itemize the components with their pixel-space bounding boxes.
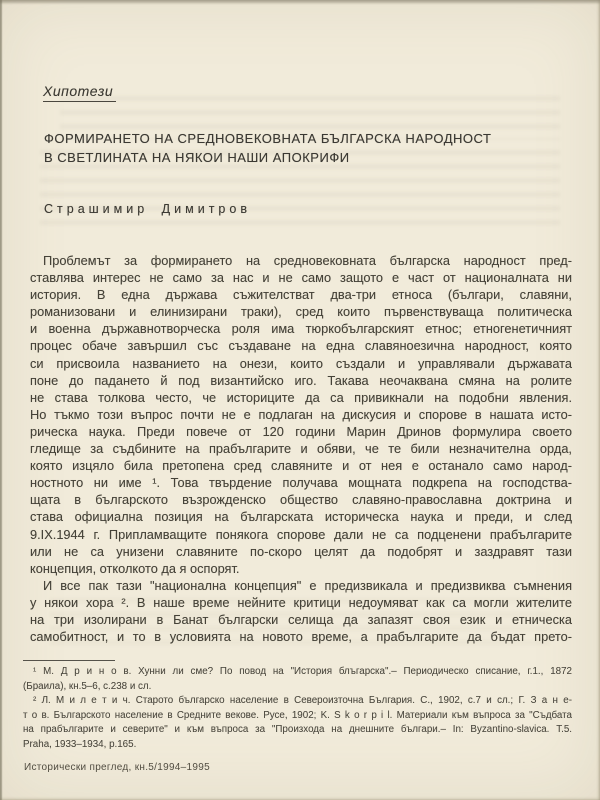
journal-footer: Исторически преглед, кн.5/1994–1995 — [24, 762, 210, 773]
text-line: не става толкова често, че историците да са привикнали на подобни явления. — [30, 389, 572, 405]
text-line: И все пак тази "национална концепция" е предизвикала и предизвиква съмнения — [43, 577, 572, 593]
text-line: ностното ни име ¹. Това твърдение получава мощната подкрепа на господства- — [30, 475, 572, 491]
text-line: (Браила), кн.5–6, с.238 и сл. — [23, 680, 152, 692]
text-line: концепция, отколкото да я оспорят. — [30, 560, 240, 576]
article-title — [44, 130, 574, 167]
author-name: Страшимир Димитров — [44, 202, 251, 216]
text-line: ² Л. М и л е т и ч. Старото българско население в Североизточна България. С., 1902, с.7 и сл.; Г. З а н е- — [33, 695, 572, 707]
text-line: която изцяло била претопена сред славяните и от нея е останало само народ- — [30, 458, 572, 474]
text-line: Проблемът за формирането на средновековната българска народност пред- — [43, 253, 572, 268]
text-line: т о в. Българското население в Средните векове. Русе, 1902; K. S k o r p i l. Материали към въпроса за "Съдбата — [23, 709, 572, 721]
text-line: ¹ М. Д р и н о в. Хунни ли сме? По повод на "История блъгарска".– Периодическо списание, г.1., 1872 — [33, 666, 572, 677]
text-line: романизовани и елинизирани траки), сред които първенствуваща политическа — [30, 304, 572, 320]
text-line: история. В една държава съжителстват два-три етноса (българи, славяни, — [30, 287, 572, 303]
footnote-2 — [23, 694, 572, 752]
text-line: на три изолирани в Банат български селища да запазят своя език и етническа — [30, 611, 572, 627]
text-line: и военна държавнотворческа роля има тюркобългарският етнос; етногенетичният — [30, 321, 572, 337]
text-line: щата в българското възрожденско общество славяно-православна доктрина и — [30, 492, 572, 508]
text-line: самобитност, и то в условията на новото време, а прабългарите да бъдат прето- — [30, 629, 572, 645]
footnotes-block — [23, 665, 572, 753]
paragraph-2 — [30, 577, 572, 645]
text-line: Но тъкмо този въпрос почти не е подлаган на дискусия и спорове в нашата исто- — [30, 406, 572, 422]
text-line: или не са унизени славяните по-скоро целят да подобрят и заздравят тази — [30, 543, 572, 559]
article-body — [30, 252, 572, 645]
text-line: става официална позиция на българската историческа наука и преди, и след — [30, 509, 572, 525]
text-line: у някои хора ². В наше време нейните критици недоумяват как са могли жителите — [30, 594, 572, 610]
footnote-divider — [23, 660, 115, 661]
text-line: на прабългарите и северите" и към въпроса за "Произхода на днешните българи.– In: Byzantino-slavica. Т.5. — [23, 724, 572, 736]
article-title-line-1: ФОРМИРАНЕТО НА СРЕДНОВЕКОВНАТА БЪЛГАРСКА НАРОДНОСТ — [44, 131, 492, 146]
article-title-line-2: В СВЕТЛИНАТА НА НЯКОИ НАШИ АПОКРИФИ — [44, 149, 350, 165]
text-line: гледище за съдбините на прабългарите и обяви, че те били незначителна орда, — [30, 441, 572, 457]
text-line: рическа наука. Преди повече от 120 години Марин Дринов формулира своето — [30, 423, 572, 439]
text-line: Praha, 1933–1934, p.165. — [23, 738, 137, 750]
section-kicker: Хипотези — [43, 83, 116, 102]
text-line: си присвоила названието на онези, които създали и управлявали държавата — [30, 355, 572, 371]
paragraph-1 — [30, 252, 572, 577]
footnote-1 — [23, 665, 572, 694]
text-line: поне до падането й под византийско иго. Такава неочаквана смяна на ролите — [30, 372, 572, 388]
text-line: 9.IX.1944 г. Припламващите понякога спорове дали не са подценени прабългарите — [30, 526, 572, 542]
text-line: процес обаче завършил със създаване на една славяноезична народност, която — [30, 338, 572, 354]
text-line: ставлява интерес не само за нас и не само защото е част от националната ни — [30, 270, 572, 286]
